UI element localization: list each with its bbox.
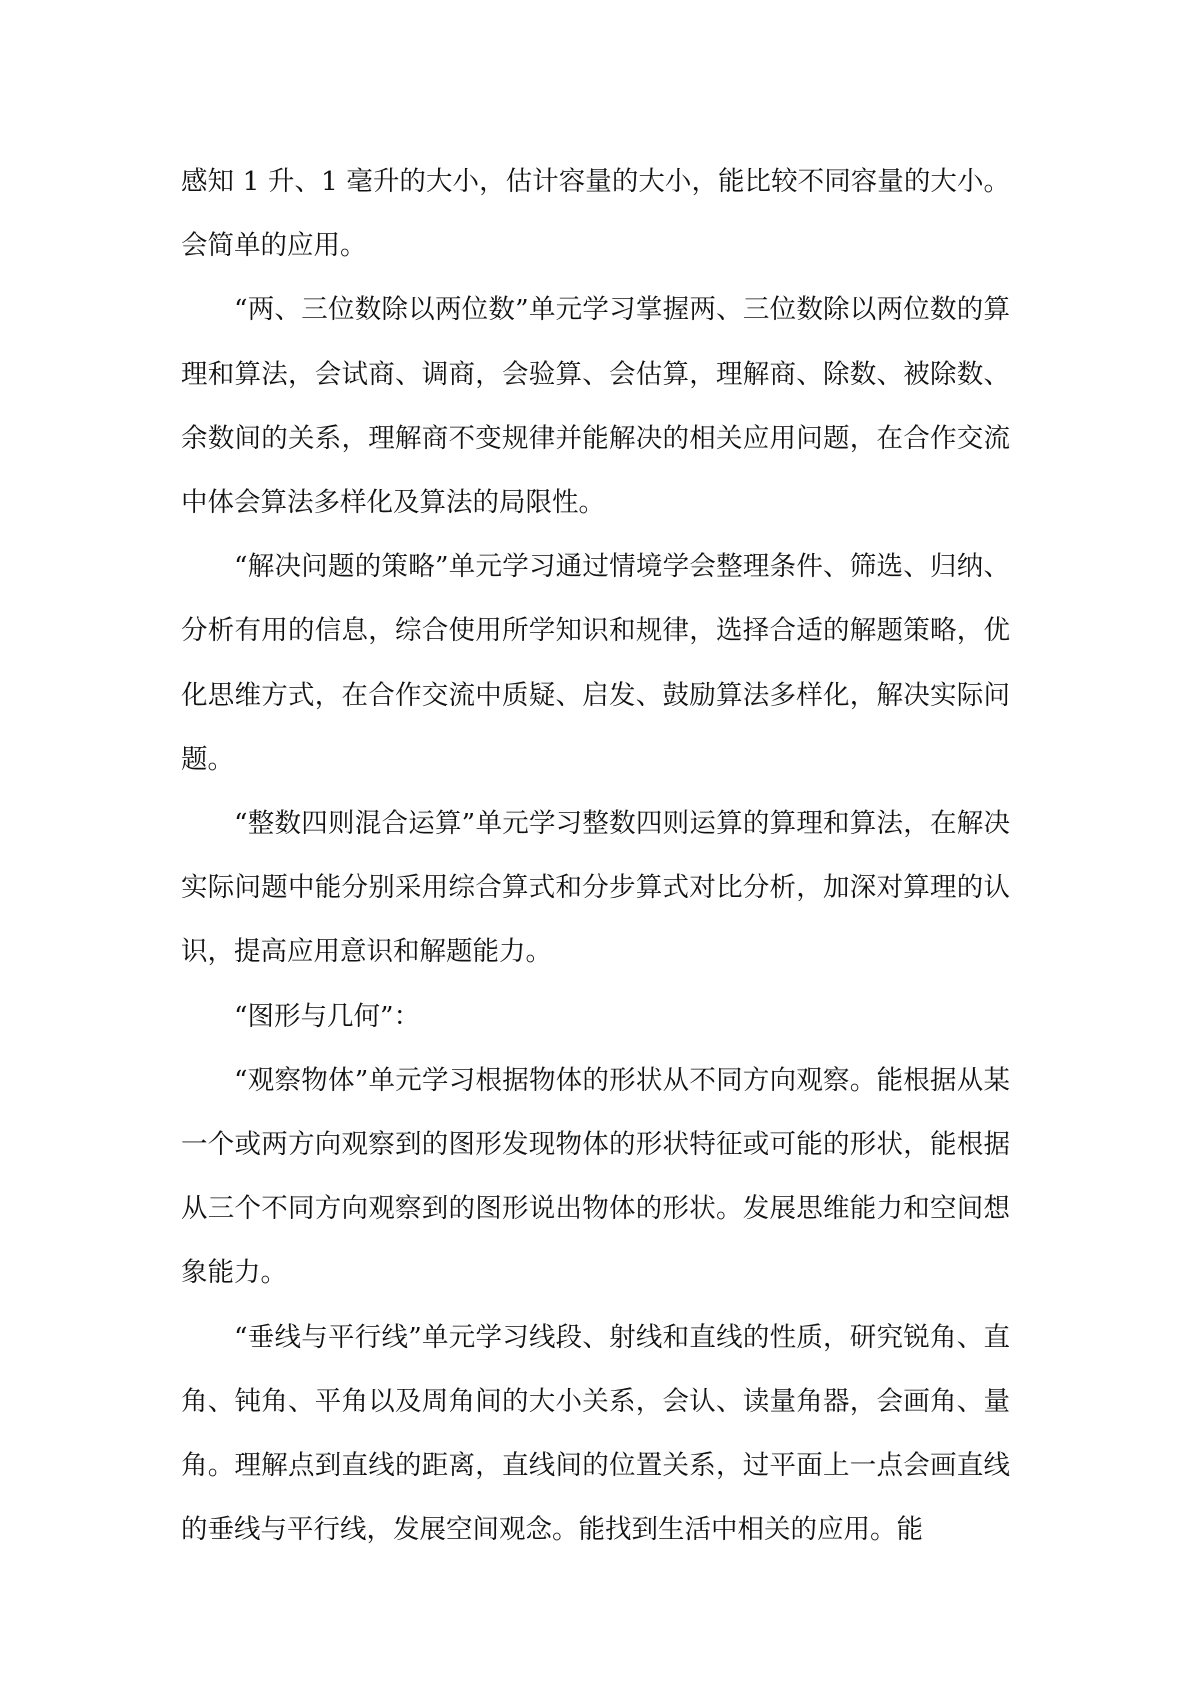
paragraph-division: “两、三位数除以两位数”单元学习掌握两、三位数除以两位数的算理和算法，会试商、调商，会验算、会估算，理解商、除数、被除数、余数间的关系，理解商不变规律并能解决的相关应用问题，在合作交流中体会算法多样化及算法的局限性。 xyxy=(181,294,1010,519)
paragraph-perpendicular-parallel: “垂线与平行线”单元学习线段、射线和直线的性质，研究锐角、直角、钝角、平角以及周角间的大小关系，会认、读量角器，会画角、量角。理解点到直线的距离，直线间的位置关系，过平面上一点会画直线的垂线与平行线，发展空间观念。能找到生活中相关的应用。能 xyxy=(181,1321,1010,1546)
paragraph-mixed-operations: “整数四则混合运算”单元学习整数四则运算的算理和算法，在解决实际问题中能分别采用综合算式和分步算式对比分析，加深对算理的认识，提高应用意识和解题能力。 xyxy=(181,808,1010,968)
document-body xyxy=(181,150,1010,1562)
paragraph-capacity: 感知 1 升、1 毫升的大小，估计容量的大小，能比较不同容量的大小。会简单的应用。 xyxy=(181,166,1010,262)
paragraph-observing-objects: “观察物体”单元学习根据物体的形状从不同方向观察。能根据从某一个或两方向观察到的图形发现物体的形状特征或可能的形状，能根据从三个不同方向观察到的图形说出物体的形状。发展思维能力和空间想象能力。 xyxy=(181,1064,1010,1289)
paragraph-problem-solving: “解决问题的策略”单元学习通过情境学会整理条件、筛选、归纳、分析有用的信息，综合使用所学知识和规律，选择合适的解题策略，优化思维方式，在合作交流中质疑、启发、鼓励算法多样化，解决实际问题。 xyxy=(181,551,1010,775)
section-heading-geometry: “图形与几何”： xyxy=(234,1000,421,1032)
